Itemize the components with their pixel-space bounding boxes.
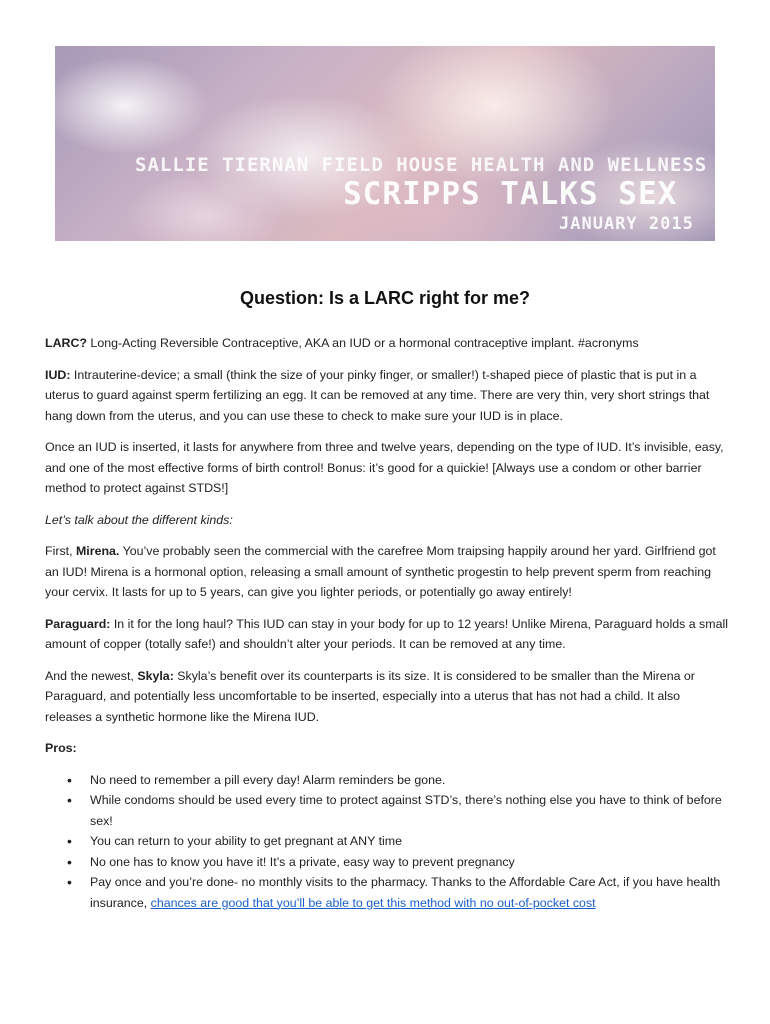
pros-heading [45, 738, 730, 759]
larc-paragraph [45, 333, 730, 354]
mirena-prefix: First, [45, 544, 76, 558]
mirena-text: You’ve probably seen the commercial with the carefree Mom traipsing happily around her yard. Girlfriend got an IUD! Mirena is a hormonal option, releasing a small amount of synthetic progestin to help prevent sperm from reaching your cervix. It lasts for up to 5 years, can give you lighter periods, or potentially go away entirely! [45, 544, 716, 599]
article-body [45, 333, 730, 913]
iud-duration-paragraph: Once an IUD is inserted, it lasts for anywhere from three and twelve years, depending on the type of IUD. It’s invisible, easy, and one of the most effective forms of birth control! Bonus: it’s good for a quickie! [Always use a condom or other barrier method to protect against STDS!] [45, 440, 724, 495]
iud-term: IUD: [45, 367, 71, 382]
mirena-term: Mirena. [75, 544, 120, 558]
iud-paragraph [45, 365, 730, 427]
aca-cost-link[interactable]: chances are good that you’ll be able to get this method with no out-of-pocket cost [150, 895, 596, 910]
kinds-intro [45, 510, 730, 531]
list-item: • No one has to know you have it! It’s a private, easy way to prevent pregnancy [90, 852, 730, 873]
page-title: Question: Is a LARC right for me? [239, 288, 530, 308]
pros-heading-text: Pros: [45, 741, 77, 755]
paraguard-term: Paraguard: [45, 616, 111, 631]
list-item: • No need to remember a pill every day! Alarm reminders be gone. [90, 770, 730, 791]
list-item-text: Pay once and you’re done- no monthly visits to the pharmacy. Thanks to the Affordable Care Act, if you have health insurance, [90, 875, 721, 910]
paraguard-paragraph [45, 614, 730, 655]
pros-list [45, 770, 730, 914]
list-item [90, 872, 730, 913]
skyla-term: Skyla: [137, 668, 174, 683]
skyla-prefix: And the newest, [45, 668, 138, 683]
larc-term: LARC? [45, 336, 87, 350]
banner-title: SCRIPPS TALKS SEX [343, 176, 678, 212]
list-item: • You can return to your ability to get pregnant at ANY time [90, 831, 730, 852]
skyla-text: Skyla’s benefit over its counterparts is its size. It is considered to be smaller than the Mirena or Paraguard, and potentially less uncomfortable to be inserted, especially into a uterus that has not had a child. It also releases a synthetic hormone like the Mirena IUD. [45, 668, 695, 724]
larc-definition: Long-Acting Reversible Contraceptive, AKA an IUD or a hormonal contraceptive implant. #acronyms [86, 336, 639, 350]
iud-definition: Intrauterine-device; a small (think the size of your pinky finger, or smaller!) t-shaped piece of plastic that is put in a uterus to guard against sperm fertilizing an egg. It can be removed at any time. There are very thin, very short strings that hang down from the uterus, and you can use these to check to make sure your IUD is in place. [45, 367, 710, 423]
banner-date: JANUARY 2015 [559, 214, 694, 234]
header-banner-image [55, 46, 715, 241]
paraguard-text: In it for the long haul? This IUD can stay in your body for up to 12 years! Unlike Mirena, Paraguard holds a small amount of copper (totally safe!) and shouldn’t alter your periods. It can be removed at any time. [45, 616, 728, 651]
kinds-intro-text: Let’s talk about the different kinds: [45, 512, 233, 527]
list-item: • While condoms should be used every time to protect against STD’s, there’s nothing else you have to think of before sex! [90, 790, 730, 831]
skyla-paragraph [45, 666, 730, 728]
banner-subtitle: SALLIE TIERNAN FIELD HOUSE HEALTH AND WELLNESS [135, 154, 708, 176]
mirena-paragraph [45, 541, 730, 603]
